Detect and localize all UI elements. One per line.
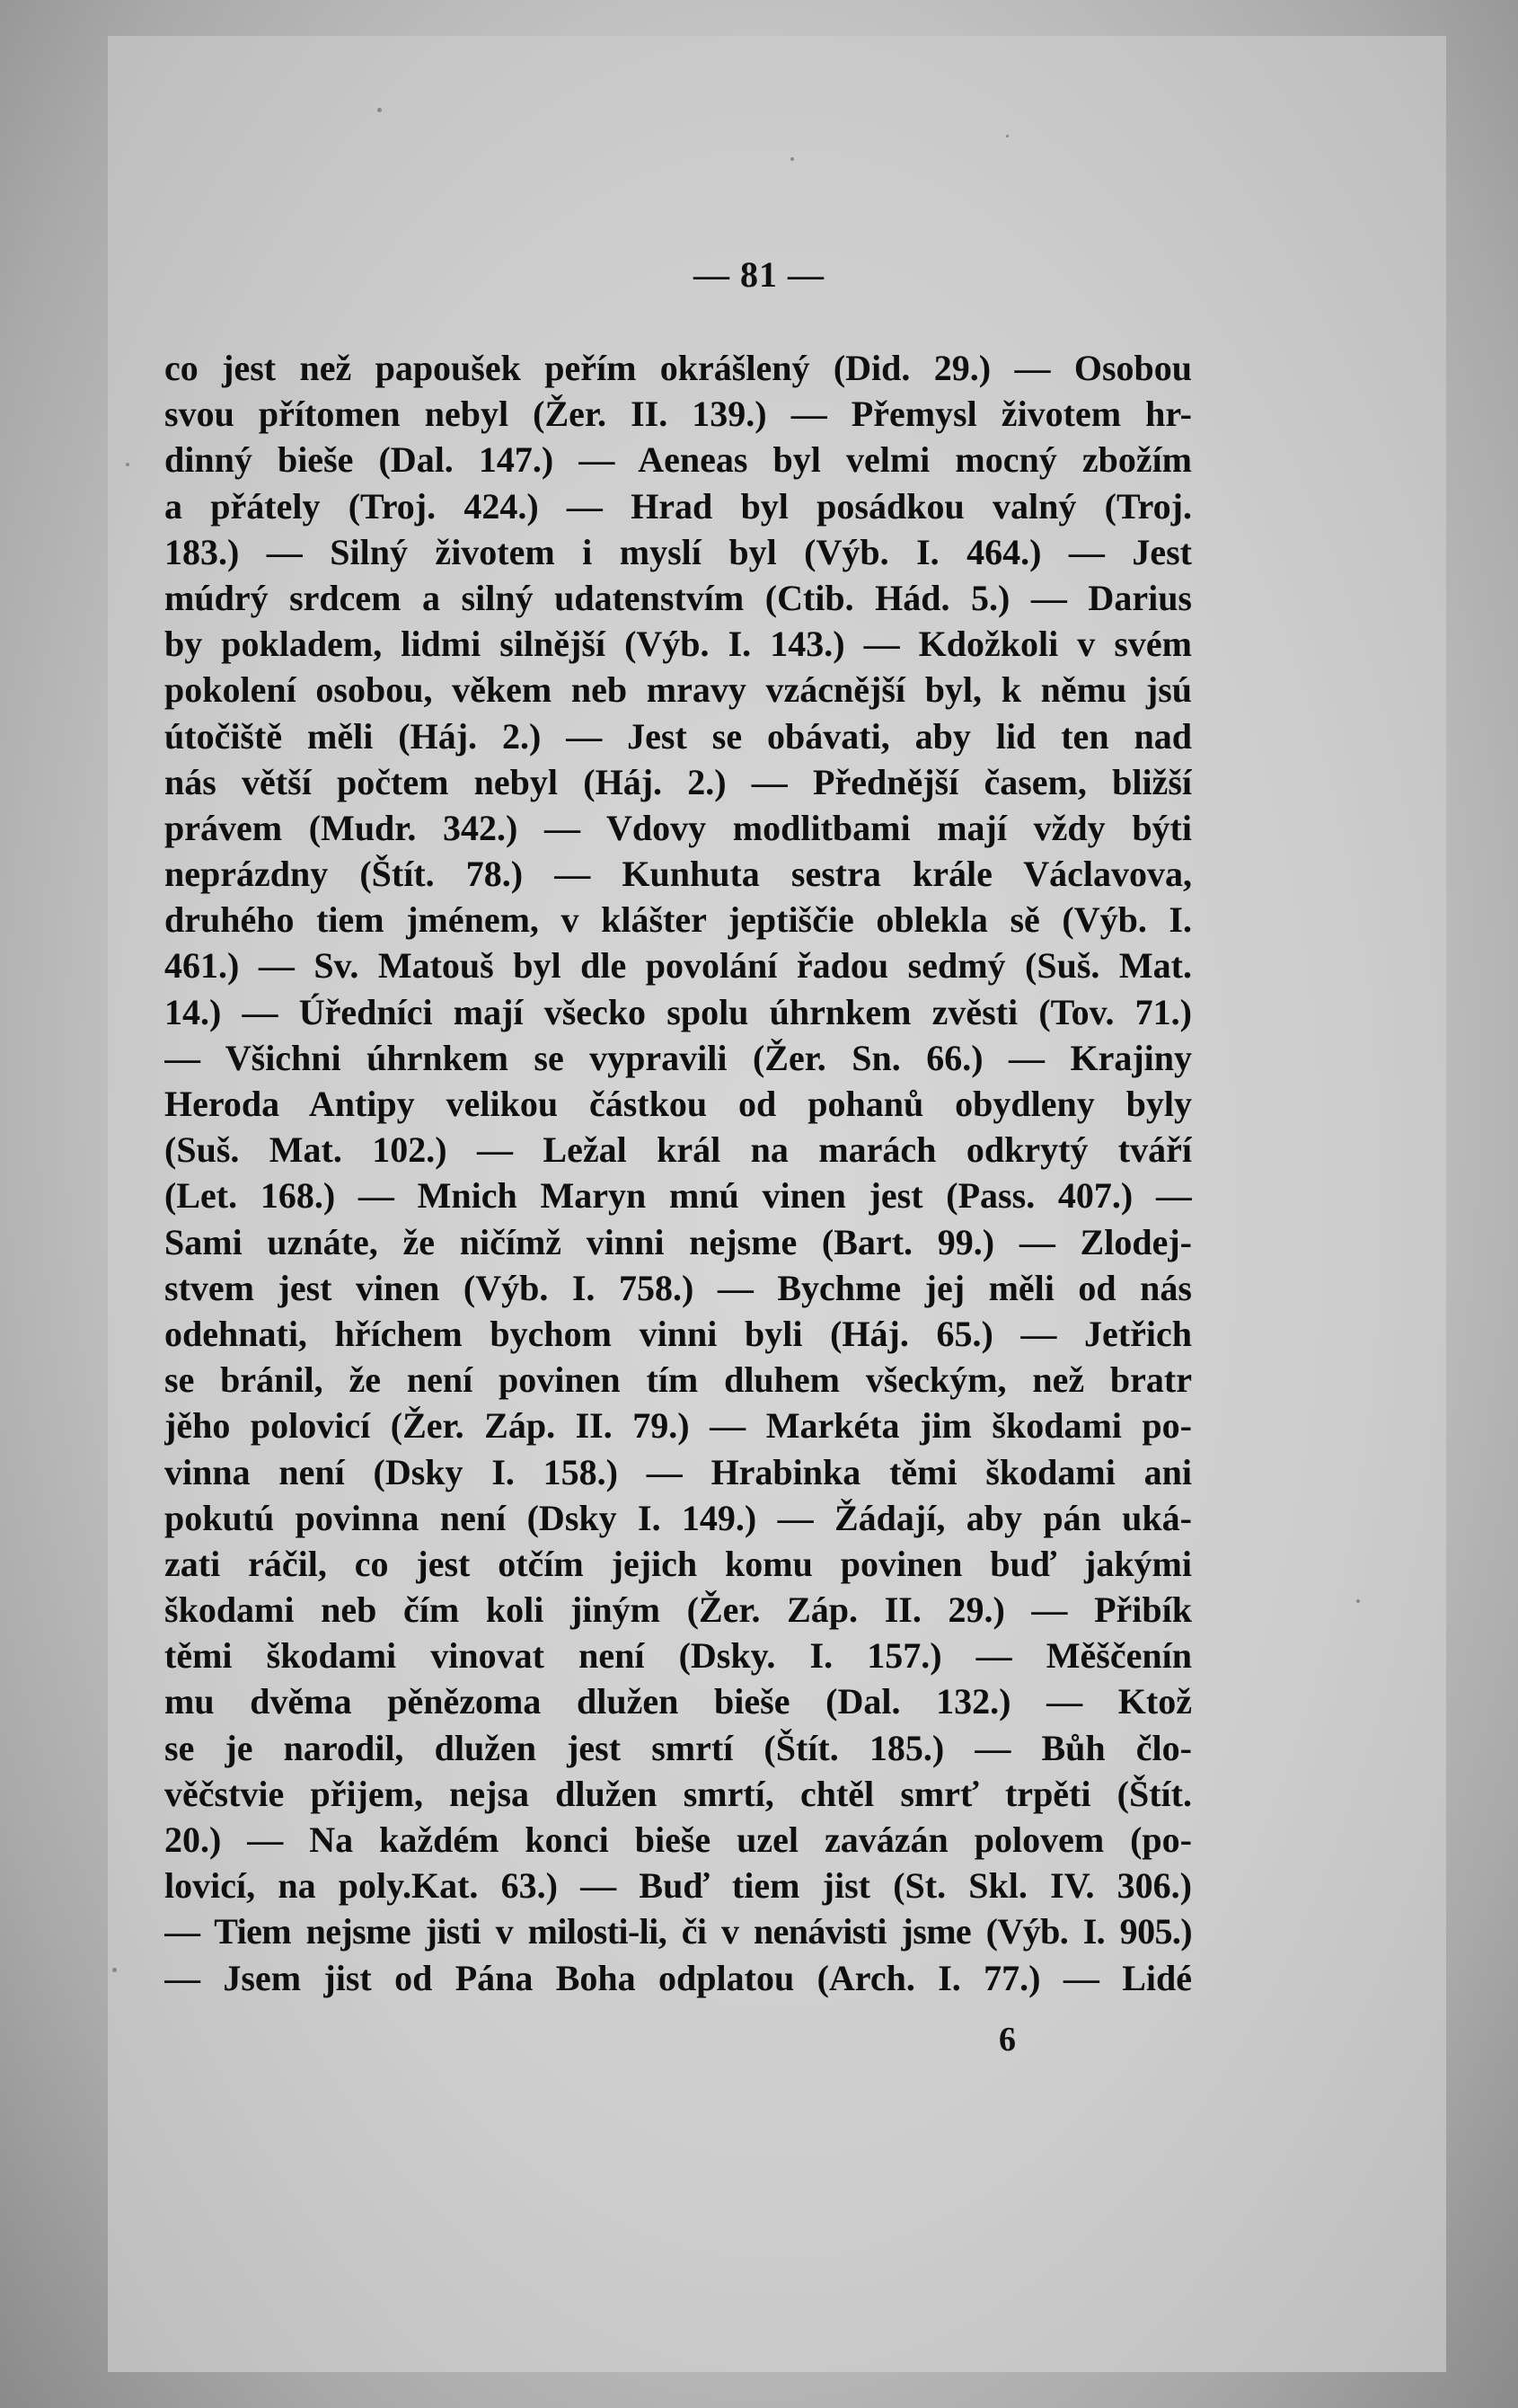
text-line: dinný bieše (Dal. 147.) — Aeneas byl velmi mocný zbožím: [164, 439, 1192, 481]
body-text: [164, 345, 1192, 2001]
text-line: škodami neb čím koli jiným (Žer. Záp. II. 29.) — Přibík: [164, 1589, 1192, 1631]
text-line: (Suš. Mat. 102.) — Ležal král na marách odkrytý tváří: [164, 1129, 1192, 1171]
text-line: 20.) — Na každém konci bieše uzel zavázán polovem (po-: [164, 1819, 1192, 1860]
page-number: — 81 —: [693, 254, 825, 295]
text-line: se bránil, že není povinen tím dluhem všeckým, než bratr: [164, 1359, 1192, 1401]
scan-speck: [790, 157, 794, 161]
text-line: stvem jest vinen (Výb. I. 758.) — Bychme jej měli od nás: [164, 1267, 1192, 1308]
text-line: útočiště měli (Háj. 2.) — Jest se obávati, aby lid ten nad: [164, 715, 1192, 757]
text-line: mu dvěma pěnězoma dlužen bieše (Dal. 132.) — Ktož: [164, 1681, 1192, 1722]
signature-mark: 6: [999, 2021, 1016, 2058]
text-line: by pokladem, lidmi silnější (Výb. I. 143.) — Kdožkoli v svém: [164, 624, 1192, 665]
text-line: (Let. 168.) — Mnich Maryn mnú vinen jest (Pass. 407.) —: [164, 1175, 1192, 1217]
scan-speck: [112, 1968, 117, 1972]
text-line: druhého tiem jménem, v klášter jeptiščie oblekla sě (Výb. I.: [164, 899, 1192, 941]
text-line: 461.) — Sv. Matouš byl dle povolání řadou sedmý (Suš. Mat.: [164, 945, 1192, 987]
text-line: — Všichni úhrnkem se vypravili (Žer. Sn. 66.) — Krajiny: [164, 1037, 1192, 1078]
text-line: neprázdny (Štít. 78.) — Kunhuta sestra krále Václavova,: [164, 854, 1192, 895]
scan-speck: [1006, 135, 1009, 137]
text-line: těmi škodami vinovat není (Dsky. I. 157.) — Měščenín: [164, 1635, 1192, 1677]
text-line: pokolení osobou, věkem neb mravy vzácnější byl, k němu jsú: [164, 669, 1192, 711]
text-line: — Tiem nejsme jisti v milosti-li, či v nenávisti jsme (Výb. I. 905.): [164, 1911, 1192, 1952]
text-line: zati ráčil, co jest otčím jejich komu povinen buď jakými: [164, 1543, 1192, 1584]
text-line: co jest než papoušek peřím okrášlený (Did. 29.) — Osobou: [164, 348, 1192, 388]
text-line: věčstvie přijem, nejsa dlužen smrtí, chtěl smrť trpěti (Štít.: [164, 1773, 1192, 1814]
text-line: jěho polovicí (Žer. Záp. II. 79.) — Markéta jim škodami po-: [164, 1405, 1192, 1447]
text-line: Sami uznáte, že ničímž vinni nejsme (Bart. 99.) — Zlodej-: [164, 1221, 1192, 1262]
text-line: — Jsem jist od Pána Boha odplatou (Arch. I. 77.) — Lidé: [164, 1957, 1192, 1998]
text-line: lovicí, na poly.Kat. 63.) — Buď tiem jist (St. Skl. IV. 306.): [164, 1865, 1192, 1907]
text-line: a přátely (Troj. 424.) — Hrad byl posádkou valný (Troj.: [164, 485, 1192, 527]
text-line: 183.) — Silný životem i myslí byl (Výb. I. 464.) — Jest: [164, 531, 1192, 572]
text-line: svou přítomen nebyl (Žer. II. 139.) — Přemysl životem hr-: [164, 394, 1192, 435]
scan-speck: [1356, 1599, 1360, 1603]
text-line: vinna není (Dsky I. 158.) — Hrabinka těmi škodami ani: [164, 1451, 1192, 1492]
scan-speck: [126, 463, 129, 466]
text-line: právem (Mudr. 342.) — Vdovy modlitbami mají vždy býti: [164, 807, 1192, 848]
scan-speck: [377, 108, 382, 112]
text-line: 14.) — Úředníci mají všecko spolu úhrnkem zvěsti (Tov. 71.): [164, 991, 1192, 1032]
text-line: odehnati, hříchem bychom vinni byli (Háj. 65.) — Jetřich: [164, 1313, 1192, 1354]
text-line: Heroda Antipy velikou částkou od pohanů obydleny byly: [164, 1084, 1192, 1124]
text-line: múdrý srdcem a silný udatenstvím (Ctib. Hád. 5.) — Darius: [164, 577, 1192, 618]
text-line: pokutú povinna není (Dsky I. 149.) — Žádají, aby pán uká-: [164, 1497, 1192, 1538]
text-line: nás větší počtem nebyl (Háj. 2.) — Přednější časem, bližší: [164, 761, 1192, 802]
text-line: se je narodil, dlužen jest smrtí (Štít. 185.) — Bůh člo-: [164, 1727, 1192, 1768]
